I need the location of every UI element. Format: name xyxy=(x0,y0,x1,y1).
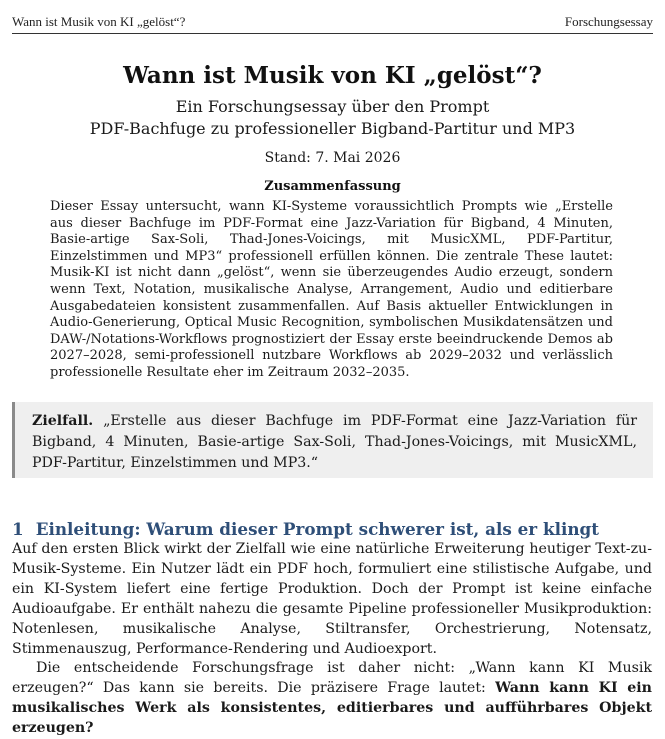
target-case-text xyxy=(32,411,637,474)
research-question: Wann kann KI ein musikalisches Werk als konsistentes, editierbares und aufführbares Objekt erzeugen? xyxy=(12,680,652,737)
subtitle-line-2: PDF-Bachfuge zu professioneller Bigband-Partitur und MP3 xyxy=(89,119,576,138)
header-rule xyxy=(12,33,653,34)
subtitle-line-1: Ein Forschungsessay über den Prompt xyxy=(175,97,490,116)
paper-date: Stand: 7. Mai 2026 xyxy=(264,150,401,166)
body-paragraph-2-text: Die entscheidende Forschungsfrage ist daher nicht: „Wann kann KI Musik erzeugen?“ Das kann sie bereits. Die präzisere Frage lautet: xyxy=(12,660,652,697)
paper-title: Wann ist Musik von KI „gelöst“? xyxy=(123,62,542,89)
running-header-label: Forschungsessay xyxy=(564,14,653,29)
section-number: 1 xyxy=(12,518,24,539)
target-case-prompt: „Erstelle aus dieser Bachfuge im PDF-Format eine Jazz-Variation für Bigband, 4 Minuten, Basie-artige Sax-Soli, Thad-Jones-Voicings, mit MusicXML, PDF-Partitur, Einzelstimmen und MP3.“ xyxy=(32,413,638,471)
body-paragraph-2 xyxy=(12,659,652,739)
section-heading xyxy=(12,519,599,539)
target-case-label: Zielfall. xyxy=(32,413,94,429)
section-title: Einleitung: Warum dieser Prompt schwerer ist, als er klingt xyxy=(35,518,600,539)
section-body xyxy=(12,540,652,739)
target-case-box xyxy=(12,402,653,478)
abstract-heading: Zusammenfassung xyxy=(264,179,401,194)
paper-subtitle xyxy=(0,96,665,140)
running-header-title: Wann ist Musik von KI „gelöst“? xyxy=(12,14,186,29)
body-paragraph-1: Auf den ersten Blick wirkt der Zielfall wie eine natürliche Erweiterung heutiger Text-zu-Musik-Systeme. Ein Nutzer lädt ein PDF hoch, formuliert eine stilistische Aufgabe, und ein KI-System liefert eine fertige Produktion. Doch der Prompt ist keine einfache Audioaufgabe. Er enthält nahezu die gesamte Pipeline professioneller Musikproduktion: Notenlesen, musikalische Analyse, Stiltransfer, Orchestrierung, Notensatz, Stimmenauszug, Performance-Rendering und Audioexport. xyxy=(12,541,652,657)
abstract-text: Dieser Essay untersucht, wann KI-Systeme voraussichtlich Prompts wie „Erstelle aus dieser Bachfuge im PDF-Format eine Jazz-Variation für Bigband, 4 Minuten, Basie-artige Sax-Soli, Thad-Jones-Voicings, mit MusicXML, PDF-Partitur, Einzelstimmen und MP3“ professionell erfüllen können. Die zentrale These lautet: Musik-KI ist nicht dann „gelöst“, wenn sie überzeugendes Audio erzeugt, sondern wenn Text, Notation, musikalische Analyse, Arrangement, Audio und editierbare Ausgabedateien konsistent zusammenfallen. Auf Basis aktueller Entwicklungen in Audio-Generierung, Optical Music Recognition, symbolischen Musikdatensätzen und DAW-/Notations-Workflows prognostiziert der Essay erste beeindruckende Demos ab 2027–2028, semi-professionell nutzbare Workflows ab 2029–2032 und verlässlich professionelle Resultate eher im Zeitraum 2032–2035. xyxy=(50,199,613,380)
running-header xyxy=(12,14,653,32)
